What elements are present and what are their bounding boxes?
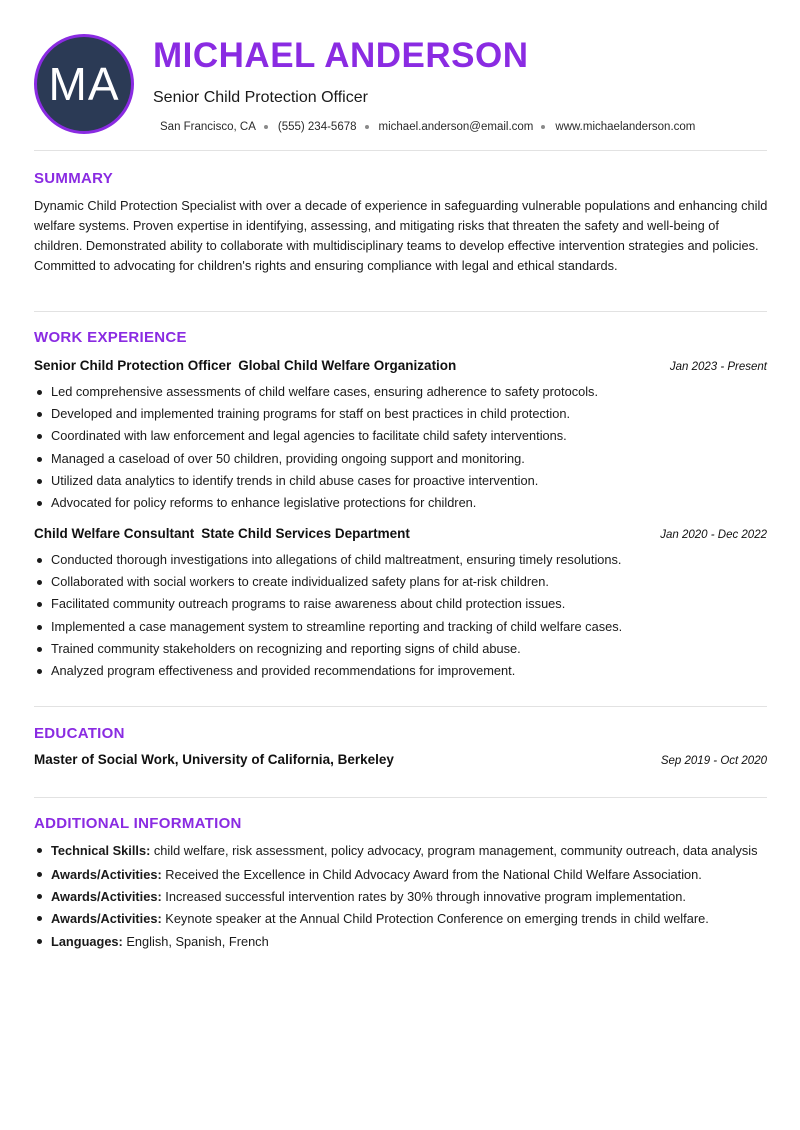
language: English xyxy=(126,934,169,949)
job-header xyxy=(34,526,767,541)
skills-text: child welfare, risk assessment, policy advocacy, program management, community outreach, data analysis xyxy=(153,843,758,858)
contact-phone: (555) 234-5678 xyxy=(277,121,357,133)
job-bullets xyxy=(34,382,769,515)
list-item: Coordinated with law enforcement and legal agencies to facilitate child safety interventions. xyxy=(34,426,769,448)
list-item: Trained community stakeholders on recognizing and reporting signs of child abuse. xyxy=(34,639,769,661)
list-item: Led comprehensive assessments of child welfare cases, ensuring adherence to safety protocols. xyxy=(34,382,769,404)
job-role: Child Welfare Consultant xyxy=(34,526,195,541)
list-item: Developed and implemented training programs for staff on best practices in child protection. xyxy=(34,404,769,426)
job-role-line xyxy=(34,358,456,373)
job-title: Senior Child Protection Officer xyxy=(153,89,368,106)
list-item: Collaborated with social workers to create individualized safety plans for at-risk children. xyxy=(34,572,769,594)
list-item xyxy=(34,932,769,951)
award-text: Keynote speaker at the Annual Child Protection Conference on emerging trends in child welfare. xyxy=(165,911,709,926)
additional-list xyxy=(34,841,769,954)
divider xyxy=(34,706,767,707)
job-dates: Jan 2020 - Dec 2022 xyxy=(660,529,767,541)
avatar-initials: MA xyxy=(48,58,120,110)
contact-line xyxy=(160,121,695,133)
award-label: Awards/Activities: xyxy=(51,867,162,882)
contact-email[interactable]: michael.anderson@email.com xyxy=(378,121,534,133)
list-item: Managed a caseload of over 50 children, providing ongoing support and monitoring. xyxy=(34,449,769,471)
award-label: Awards/Activities: xyxy=(51,889,162,904)
candidate-name: MICHAEL ANDERSON xyxy=(153,36,529,75)
list-item xyxy=(34,909,769,928)
summary-text: Dynamic Child Protection Specialist with over a decade of experience in safeguarding vulnerable populations and enhancing child welfare systems. Proven expertise in identifying, assessing, and mitigating risks that threaten the safety and well-being of children. Demonstrated ability to collaborate with multidisciplinary teams to develop effective intervention strategies and policies. Committed to advocating for children's rights and ensuring compliance with legal and ethical standards. xyxy=(34,198,768,273)
language: , Spanish xyxy=(168,934,221,949)
list-item xyxy=(34,865,769,884)
language: , French xyxy=(222,934,269,949)
list-item: Analyzed program effectiveness and provided recommendations for improvement. xyxy=(34,661,769,683)
education-degree: Master of Social Work, University of California, Berkeley xyxy=(34,752,394,767)
divider xyxy=(34,797,767,798)
additional-heading: ADDITIONAL INFORMATION xyxy=(34,815,242,832)
list-item: Implemented a case management system to streamline reporting and tracking of child welfare cases. xyxy=(34,617,769,639)
list-item: Conducted thorough investigations into allegations of child maltreatment, ensuring timely resolutions. xyxy=(34,550,769,572)
award-label: Awards/Activities: xyxy=(51,911,162,926)
list-item: Utilized data analytics to identify trends in child abuse cases for proactive intervention. xyxy=(34,471,769,493)
job-role-line xyxy=(34,526,410,541)
avatar xyxy=(34,34,134,134)
education-heading: EDUCATION xyxy=(34,725,125,742)
separator-dot xyxy=(264,125,268,129)
education-dates: Sep 2019 - Oct 2020 xyxy=(660,755,767,767)
summary-heading: SUMMARY xyxy=(34,170,114,187)
job-header xyxy=(34,358,767,373)
experience-heading: WORK EXPERIENCE xyxy=(34,329,187,346)
separator-dot xyxy=(365,125,369,129)
contact-location: San Francisco, CA xyxy=(160,121,256,133)
job-organization: Global Child Welfare Organization xyxy=(238,358,457,373)
job-organization: State Child Services Department xyxy=(201,526,410,541)
award-text: Increased successful intervention rates by 30% through innovative program implementation. xyxy=(165,889,686,904)
education-entry xyxy=(34,752,767,767)
award-text: Received the Excellence in Child Advocacy Award from the National Child Welfare Association. xyxy=(165,867,702,882)
list-item: Facilitated community outreach programs to raise awareness about child protection issues. xyxy=(34,594,769,616)
separator-dot xyxy=(541,125,545,129)
languages-label: Languages: xyxy=(51,934,123,949)
list-item xyxy=(34,841,769,860)
skills-label: Technical Skills: xyxy=(51,843,151,858)
job-bullets xyxy=(34,550,769,683)
divider xyxy=(34,311,767,312)
job-dates: Jan 2023 - Present xyxy=(669,361,767,373)
divider xyxy=(34,150,767,151)
languages-list xyxy=(126,934,268,949)
list-item xyxy=(34,887,769,906)
contact-website[interactable]: www.michaelanderson.com xyxy=(555,121,696,133)
list-item: Advocated for policy reforms to enhance legislative protections for children. xyxy=(34,493,769,515)
job-role: Senior Child Protection Officer xyxy=(34,358,232,373)
